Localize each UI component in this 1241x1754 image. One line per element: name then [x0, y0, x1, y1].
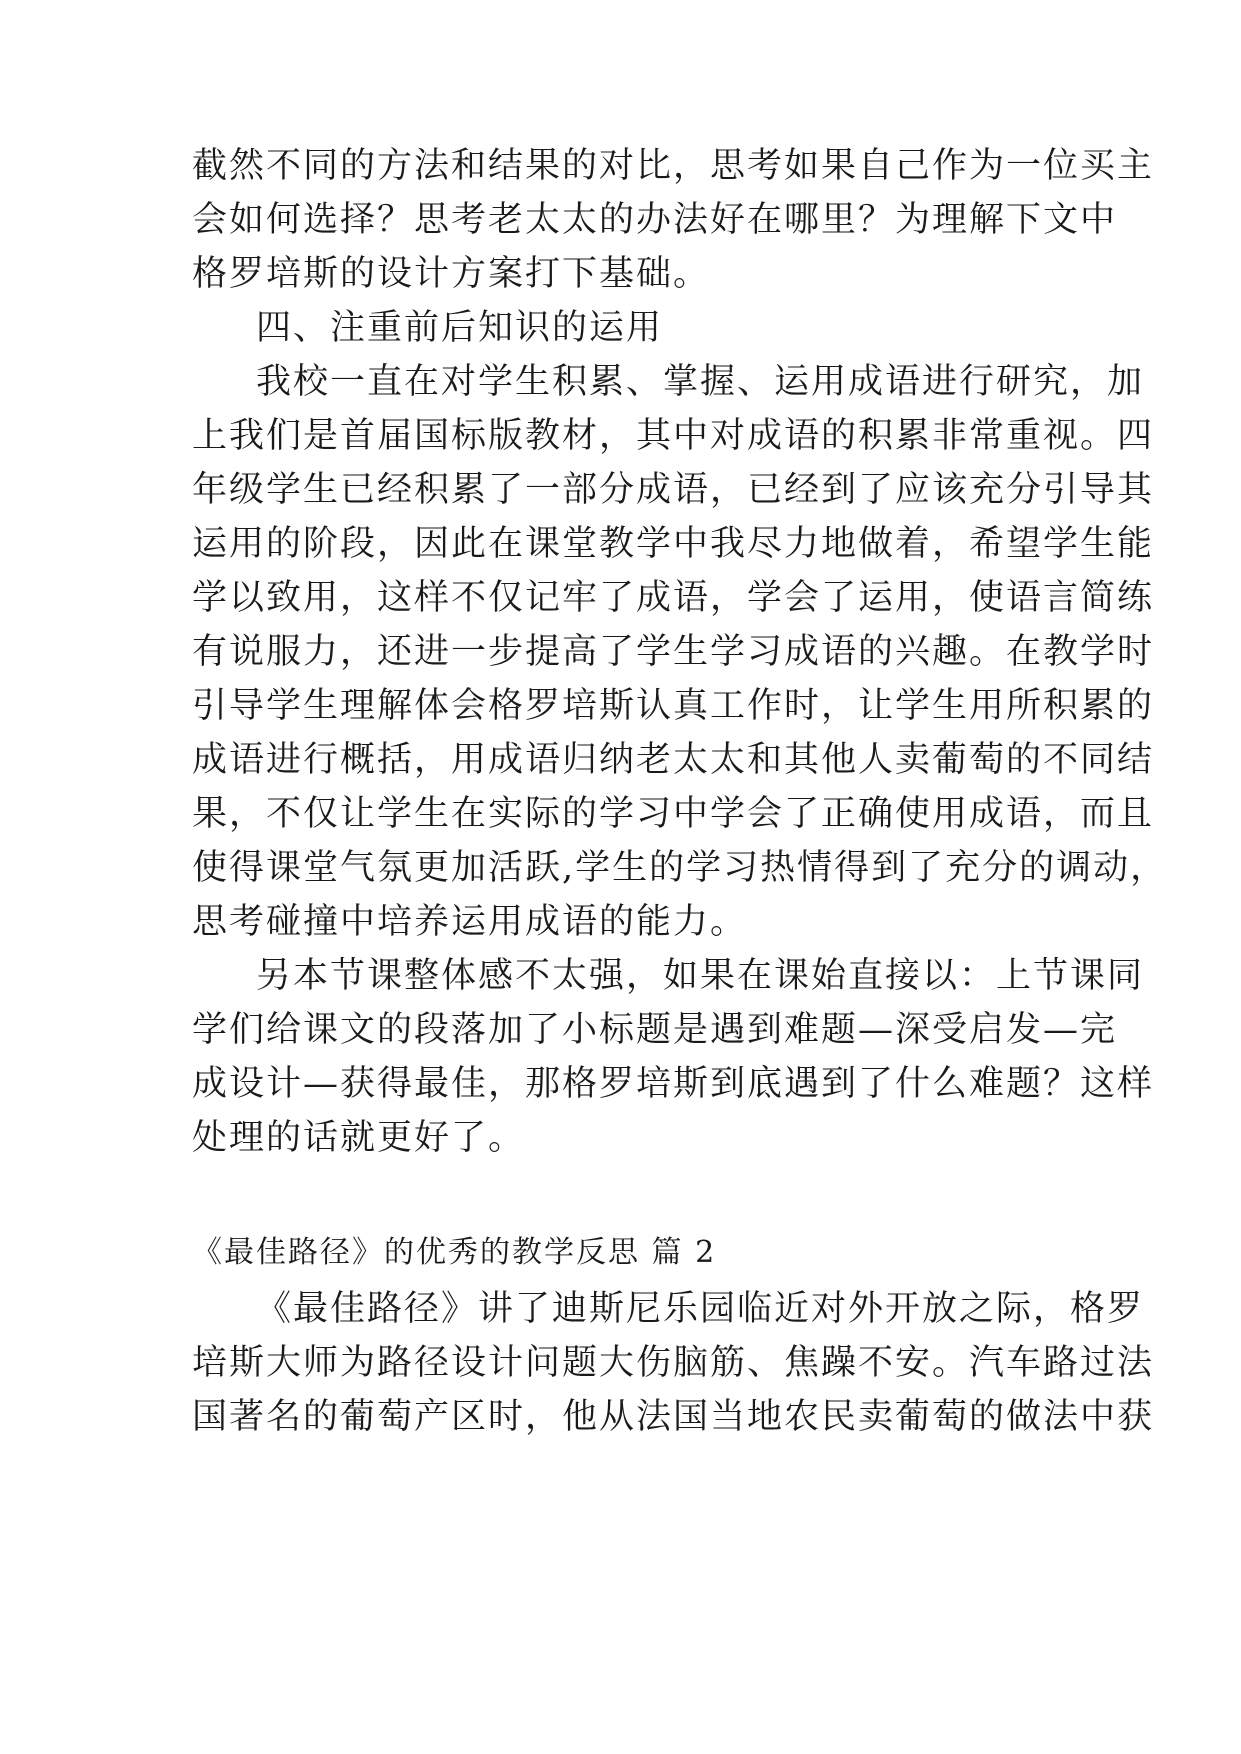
section-title: 《最佳路径》的优秀的教学反思 篇 2	[192, 1235, 717, 1270]
text-line: 有说服力，还进一步提高了学生学习成语的兴趣。在教学时	[192, 632, 1155, 672]
text-line: 格罗培斯的设计方案打下基础。	[192, 254, 711, 294]
subheading: 四、注重前后知识的运用	[256, 308, 664, 348]
text-line: 《最佳路径》讲了迪斯尼乐园临近对外开放之际，格罗	[256, 1289, 1145, 1329]
text-line: 成语进行概括，用成语归纳老太太和其他人卖葡萄的不同结	[192, 740, 1155, 780]
text-line: 学们给课文的段落加了小标题是遇到难题—深受启发—完	[192, 1010, 1118, 1050]
text-line: 运用的阶段，因此在课堂教学中我尽力地做着，希望学生能	[192, 524, 1155, 564]
text-line: 思考碰撞中培养运用成语的能力。	[192, 902, 748, 942]
text-line: 上我们是首届国标版教材，其中对成语的积累非常重视。四	[192, 416, 1155, 456]
text-line: 处理的话就更好了。	[192, 1118, 526, 1158]
text-line: 截然不同的方法和结果的对比，思考如果自己作为一位买主	[192, 146, 1155, 186]
text-line: 另本节课整体感不太强，如果在课始直接以：上节课同	[256, 956, 1145, 996]
text-line: 学以致用，这样不仅记牢了成语，学会了运用，使语言简练	[192, 578, 1155, 618]
text-line: 使得课堂气氛更加活跃,学生的学习热情得到了充分的调动，	[192, 848, 1168, 888]
text-line: 引导学生理解体会格罗培斯认真工作时，让学生用所积累的	[192, 686, 1155, 726]
text-line: 培斯大师为路径设计问题大伤脑筋、焦躁不安。汽车路过法	[192, 1343, 1155, 1383]
text-line: 果，不仅让学生在实际的学习中学会了正确使用成语，而且	[192, 794, 1155, 834]
text-line: 成设计—获得最佳，那格罗培斯到底遇到了什么难题？这样	[192, 1064, 1155, 1104]
text-line: 年级学生已经积累了一部分成语，已经到了应该充分引导其	[192, 470, 1155, 510]
text-line: 我校一直在对学生积累、掌握、运用成语进行研究，加	[256, 362, 1145, 402]
text-line: 国著名的葡萄产区时，他从法国当地农民卖葡萄的做法中获	[192, 1397, 1155, 1437]
text-line: 会如何选择？思考老太太的办法好在哪里？为理解下文中	[192, 200, 1118, 240]
